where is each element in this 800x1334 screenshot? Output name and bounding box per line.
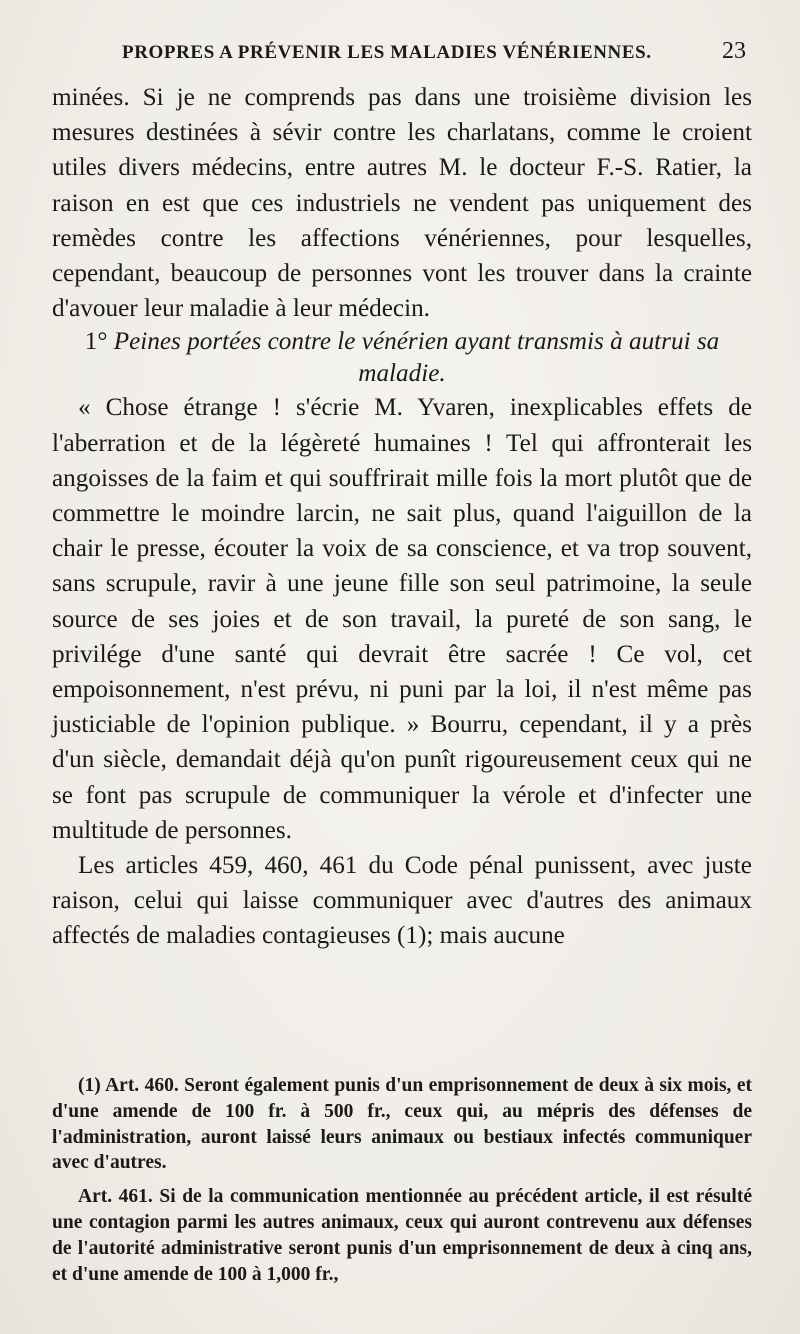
paragraph-quote: « Chose étrange ! s'écrie M. Yvaren, inexplicables effets de l'aberration et de la légèreté humaines ! Tel qui affronterait les angoisses de la faim et qui souffrirait mille fois la mort plutôt que de commettre le moindre larcin, ne sait plus, quand l'aiguillon de la chair le presse, écouter la voix de sa conscience, et va trop souvent, sans scrupule, ravir à une jeune fille son seul patrimoine, la seule source de ses joies et de son travail, la pureté de son sang, le privilége d'une santé qui devrait être sacrée ! Ce vol, cet empoisonnement, n'est prévu, ni puni par la loi, il n'est même pas justiciable de l'opinion publique. » Bourru, cependant, il y a près d'un siècle, demandait déjà qu'on punît rigoureusement ceux qui ne se font pas scrupule de communiquer la vérole et d'infecter une multitude de personnes. <box>52 394 752 844</box>
footnote-1: (1) Art. 460. Seront également punis d'un emprisonnement de deux à six mois, et d'une amende de 100 fr. à 500 fr., ceux qui, au mépris des défenses de l'administration, auront laissé leurs animaux ou bestiaux infectés communiquer avec d'autres. <box>52 1075 752 1174</box>
page-header <box>52 38 752 68</box>
section-number: 1° <box>84 328 108 356</box>
section-heading <box>52 326 752 390</box>
page-number: 23 <box>722 38 746 64</box>
paragraph-continuation: minées. Si je ne comprends pas dans une troisième division les mesures destinées à sévir contre les charlatans, comme le croient utiles divers médecins, entre autres M. le docteur F.-S. Ratier, la raison en est que ces industriels ne vendent pas uniquement des remèdes contre les affections vénériennes, pour lesquelles, cependant, beaucoup de personnes vont les trouver dans la crainte d'avouer leur maladie à leur médecin. <box>52 84 752 323</box>
section-title: Peines portées contre le vénérien ayant transmis à autrui sa maladie. <box>113 328 720 388</box>
running-title: PROPRES A PRÉVENIR LES MALADIES VÉNÉRIENNES. <box>122 42 652 63</box>
main-text <box>52 80 752 954</box>
footnotes <box>52 1073 752 1295</box>
paragraph-articles: Les articles 459, 460, 461 du Code pénal punissent, avec juste raison, celui qui laisse communiquer avec d'autres des animaux affectés de maladies contagieuses (1); mais aucune <box>52 852 752 950</box>
footnote-2: Art. 461. Si de la communication mentionnée au précédent article, il est résulté une contagion parmi les autres animaux, ceux qui auront contrevenu aux défenses de l'autorité administrative seront punis d'un emprisonnement de deux à cinq ans, et d'une amende de 100 à 1,000 fr., <box>52 1186 752 1285</box>
